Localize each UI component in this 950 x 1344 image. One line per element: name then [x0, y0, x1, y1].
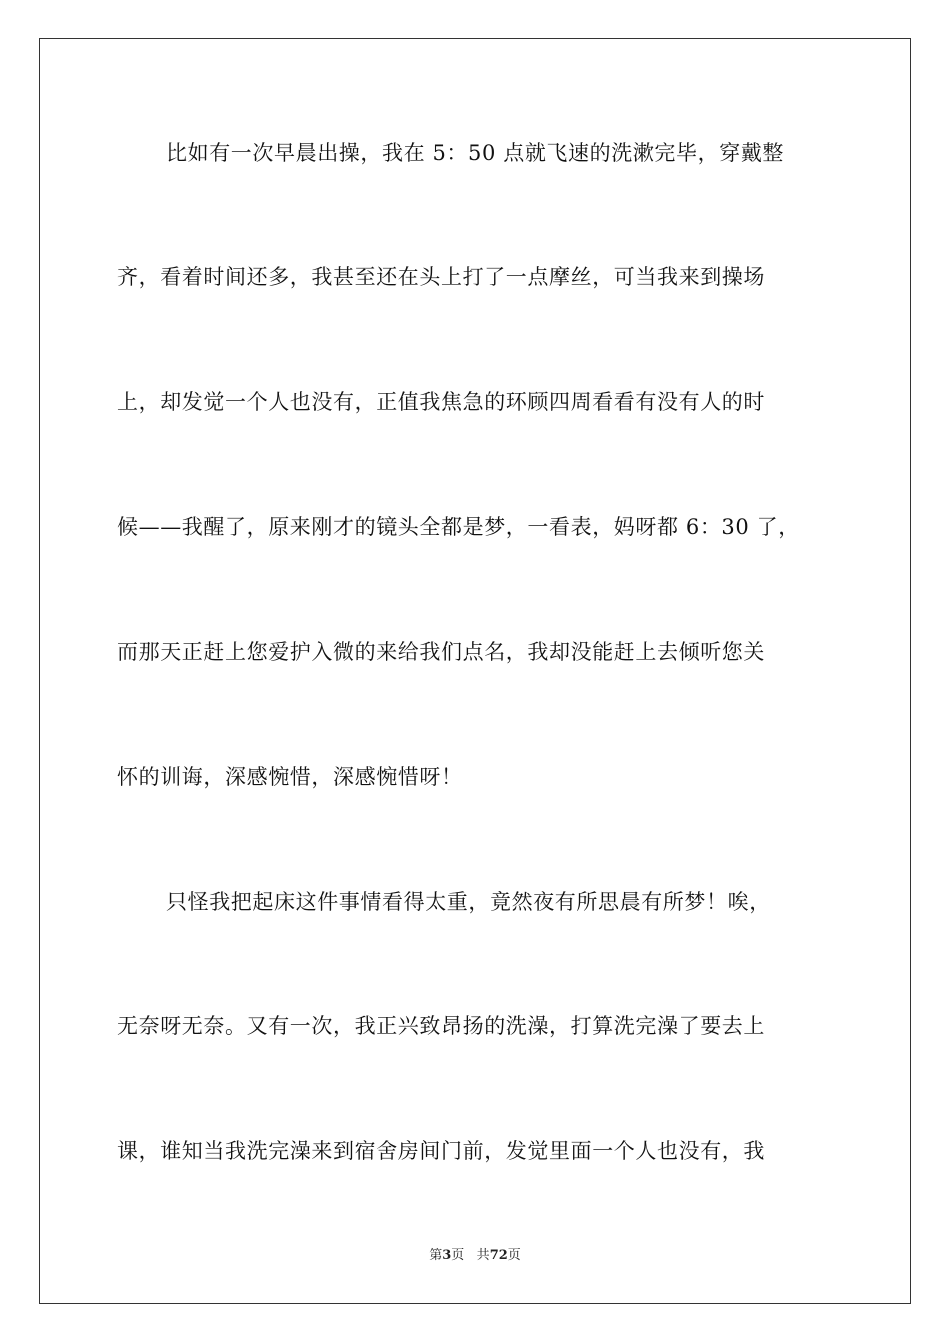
paragraph-line: 无奈呀无奈。又有一次，我正兴致昂扬的洗澡，打算洗完澡了要去上 — [117, 1014, 765, 1038]
total-page-count: 72 — [489, 1248, 508, 1263]
page-footer — [0, 1247, 950, 1265]
paragraph-line: 课，谁知当我洗完澡来到宿舍房间门前，发觉里面一个人也没有，我 — [117, 1139, 765, 1163]
paragraph-line: 候——我醒了，原来刚才的镜头全都是梦，一看表，妈呀都 6：30 了， — [117, 515, 800, 539]
paragraph-line: 只怪我把起床这件事情看得太重，竟然夜有所思晨有所梦！唉， — [166, 890, 771, 914]
paragraph-line: 上，却发觉一个人也没有，正值我焦急的环顾四周看看有没有人的时 — [117, 390, 765, 414]
paragraph-line: 怀的训诲，深感惋惜，深感惋惜呀！ — [117, 765, 463, 789]
paragraph-line: 齐，看着时间还多，我甚至还在头上打了一点摩丝，可当我来到操场 — [117, 265, 765, 289]
footer-prefix: 第 — [429, 1248, 443, 1263]
paragraph-line: 而那天正赶上您爱护入微的来给我们点名，我却没能赶上去倾听您关 — [117, 640, 765, 664]
footer-page-suffix: 页 — [451, 1248, 465, 1263]
footer-total-suffix: 页 — [507, 1248, 521, 1263]
page-border — [39, 38, 911, 1304]
paragraph-line: 比如有一次早晨出操，我在 5：50 点就飞速的洗漱完毕，穿戴整 — [166, 141, 785, 165]
current-page-number: 3 — [442, 1248, 452, 1263]
footer-total-prefix: 共 — [476, 1248, 490, 1263]
